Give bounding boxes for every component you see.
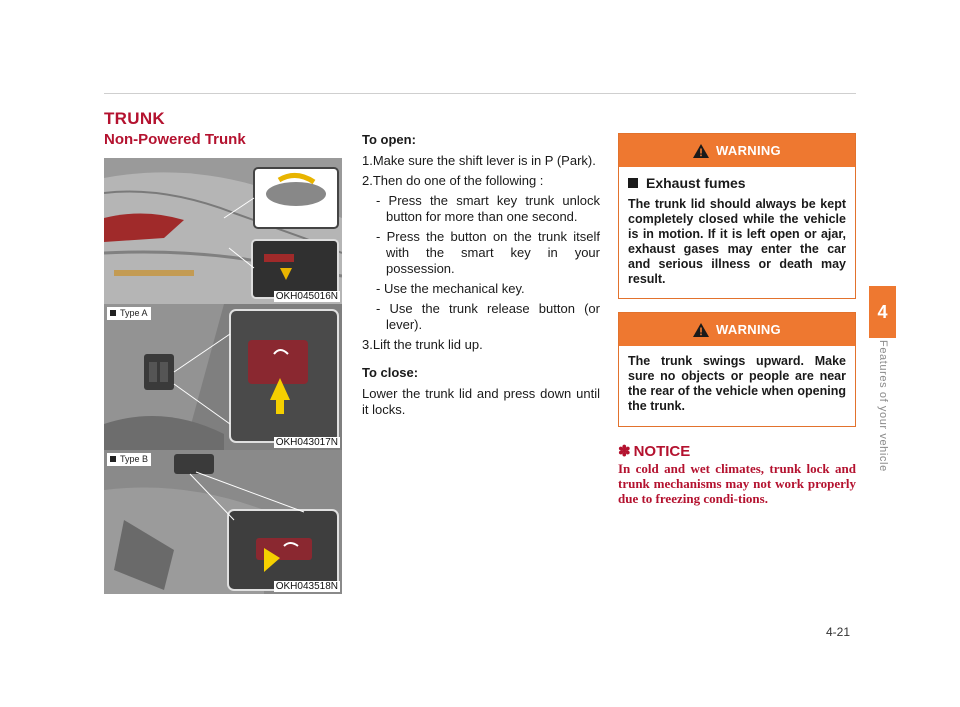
type-a-text: Type A [120, 308, 148, 318]
warning-subtitle [628, 176, 846, 191]
warning-swing-box [618, 312, 856, 427]
notice-text: In cold and wet climates, trunk lock and trunk mechanisms may not work properly due to freezing condi-tions. [618, 461, 856, 506]
square-bullet-icon [628, 178, 638, 188]
close-text: Lower the trunk lid and press down until it locks. [362, 386, 600, 417]
type-a-label [107, 307, 151, 320]
chapter-label [873, 340, 893, 495]
sub-step-mechanical-key: - Use the mechanical key. [376, 281, 525, 296]
notice-title [618, 442, 690, 460]
close-heading: To close: [362, 365, 419, 380]
notice-title-text: NOTICE [633, 443, 691, 460]
type-b-text: Type B [120, 454, 149, 464]
warning-header [619, 134, 855, 167]
top-rule [104, 93, 856, 94]
page-number: 4-21 [826, 625, 851, 639]
warning-label: WARNING [716, 143, 781, 158]
chapter-label-text: Features of your vehicle [877, 340, 889, 472]
figure-code: OKH043017N [275, 437, 338, 448]
warning-exhaust-box [618, 133, 856, 299]
subsection-title: Non-Powered Trunk [104, 131, 246, 148]
type-b-image [104, 450, 342, 594]
open-heading: To open: [362, 132, 416, 147]
sub-step-trunk-button: - Press the button on the trunk itself with the smart key in your possession. [376, 229, 600, 276]
figure-code: OKH045016N [275, 291, 338, 302]
warning-label: WARNING [716, 322, 781, 337]
notice-star-icon: ✽ [618, 443, 631, 460]
warning-text: The trunk lid should always be kept completely closed while the vehicle is in motion. If it is left open or ajar, exhaust gases may enter the car and serious illness or death may result. [628, 197, 846, 286]
trunk-instructions [362, 132, 600, 422]
type-b-label [107, 453, 151, 466]
trunk-exterior-image [104, 158, 342, 304]
warning-triangle-icon [693, 144, 709, 158]
sub-step-smart-key: - Press the smart key trunk unlock button for more than one second. [376, 193, 600, 224]
warning-text: The trunk swings upward. Make sure no objects or people are near the rear of the vehicle when opening the trunk. [628, 354, 846, 413]
square-bullet-icon [110, 456, 116, 462]
warning-triangle-icon [693, 323, 709, 337]
sub-step-release-button: - Use the trunk release button (or lever). [376, 301, 600, 332]
chapter-tab: 4 [869, 286, 896, 338]
square-bullet-icon [110, 310, 116, 316]
figure-code: OKH043518N [275, 581, 338, 592]
warning-subtitle-text: Exhaust fumes [646, 175, 746, 191]
step-2: 2.Then do one of the following : [362, 173, 544, 188]
step-3: 3.Lift the trunk lid up. [362, 337, 483, 352]
type-a-image [104, 304, 342, 450]
warning-header [619, 313, 855, 346]
step-1: 1.Make sure the shift lever is in P (Park). [362, 153, 596, 168]
section-title: TRUNK [104, 109, 165, 128]
